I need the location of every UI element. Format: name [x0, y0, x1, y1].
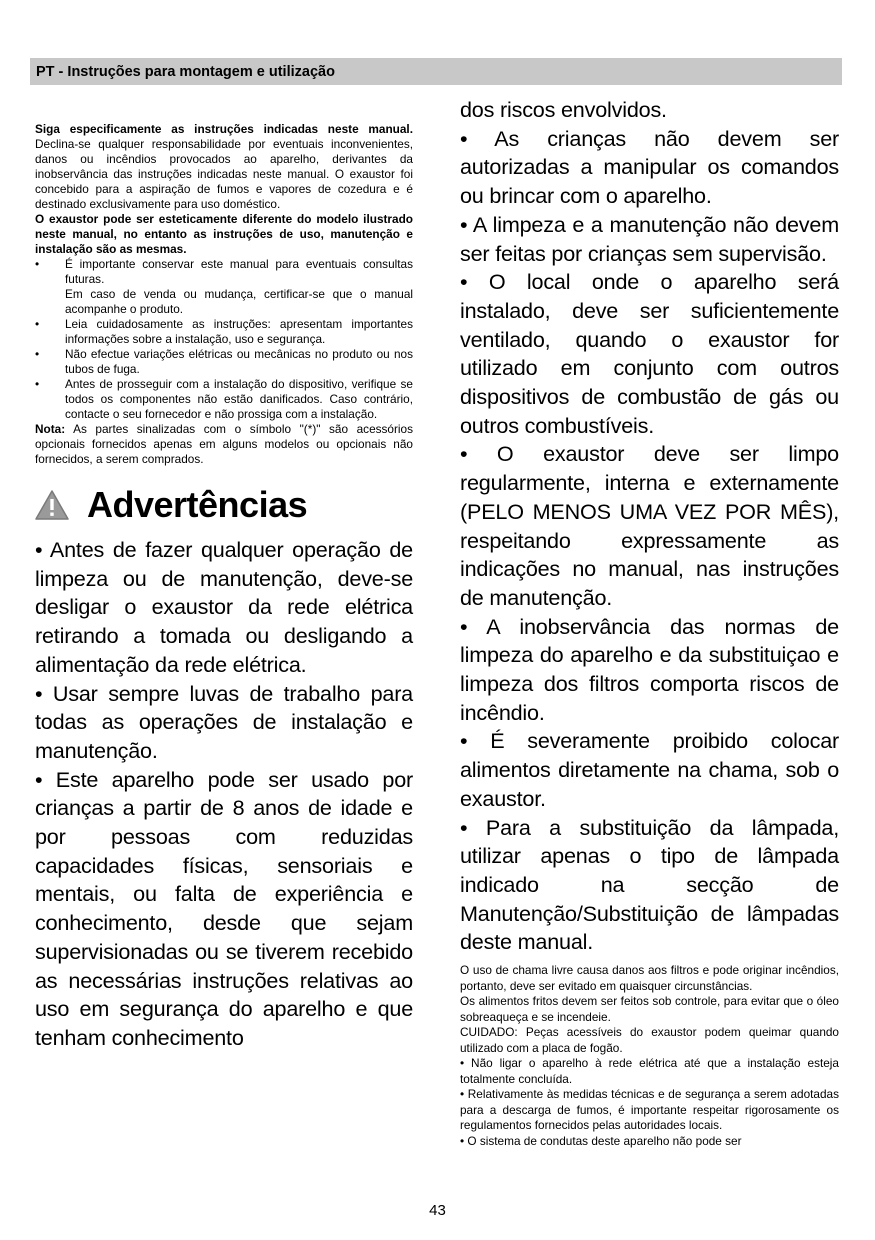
- warning-icon: [35, 490, 69, 520]
- bullet-mark: •: [35, 257, 40, 271]
- warning-paragraph: • A inobservância das normas de limpeza do aparelho e da substituiçao e limpeza dos filtros comporta riscos de incêndio.: [460, 613, 839, 725]
- list-item: [35, 317, 413, 347]
- header-title: PT - Instruções para montagem e utilização: [36, 64, 335, 80]
- small-paragraph: • Relativamente às medidas técnicas e de segurança a serem adotadas para a descarga de fumos, é importante respeitar rigorosamente os regulamentos fornecidos pelas autoridades locais.: [460, 1087, 839, 1133]
- warning-paragraph: • Usar sempre luvas de trabalho para todas as operações de instalação e manutenção.: [35, 680, 413, 763]
- model-note-bold: O exaustor pode ser esteticamente diferente do modelo ilustrado neste manual, no entanto as instruções de uso, manutenção e instalação são as mesmas.: [35, 212, 413, 256]
- small-paragraph: • O sistema de condutas deste aparelho não pode ser: [460, 1133, 742, 1148]
- warning-paragraph: • Este aparelho pode ser usado por crianças a partir de 8 anos de idade e por pessoas com reduzidas capacidades físicas, sensoriais e mentais, ou falta de experiência e conhecimento, desde que sejam supervisionadas ou se tiverem recebido as necessárias instruções relativas ao uso em segurança do aparelho e que tenham conhecimento: [35, 766, 413, 1050]
- intro-rest: Declina-se qualquer responsabilidade por eventuais inconvenientes, danos ou incêndios provocados ao aparelho, derivantes da inobservância das instruções indicadas neste manual. O exaustor foi concebido para a aspiração de fumos e vapores de cozedura e é destinado exclusivamente para uso doméstico.: [35, 137, 413, 211]
- note-text: As partes sinalizadas com o símbolo "(*)" são acessórios opcionais fornecidos apenas em alguns modelos ou opcionais não fornecidos, a serem comprados.: [35, 422, 413, 466]
- list-item: [35, 347, 413, 377]
- list-item-text: Não efectue variações elétricas ou mecânicas no produto ou nos tubos de fuga.: [65, 347, 413, 376]
- warning-paragraph: dos riscos envolvidos.: [460, 97, 667, 122]
- warning-paragraph: • A limpeza e a manutenção não devem ser feitas por crianças sem supervisão.: [460, 211, 839, 266]
- note-paragraph: [35, 422, 413, 467]
- list-item: [35, 377, 413, 422]
- model-note-paragraph: [35, 212, 413, 257]
- bullet-mark: •: [35, 317, 40, 331]
- right-column: [460, 96, 839, 1149]
- bullet-mark: •: [35, 347, 40, 361]
- warnings-title: Advertências: [87, 484, 308, 525]
- intro-bold: Siga especificamente as instruções indicadas neste manual.: [35, 122, 413, 136]
- small-paragraph: O uso de chama livre causa danos aos filtros e pode originar incêndios, portanto, deve ser evitado em quaisquer circunstâncias.: [460, 963, 839, 993]
- list-item: [35, 257, 413, 317]
- small-paragraph: • Não ligar o aparelho à rede elétrica até que a instalação esteja totalmente concluída.: [460, 1056, 839, 1086]
- intro-paragraph: [35, 122, 413, 212]
- list-item-text: É importante conservar este manual para eventuais consultas futuras.: [65, 257, 413, 286]
- warning-paragraph: • Antes de fazer qualquer operação de limpeza ou de manutenção, deve-se desligar o exaustor da rede elétrica retirando a tomada ou desligando a alimentação da rede elétrica.: [35, 537, 413, 677]
- page-number: 43: [429, 1202, 446, 1219]
- left-column: [35, 122, 413, 1053]
- bullet-mark: •: [35, 377, 40, 391]
- warning-paragraph: • O exaustor deve ser limpo regularmente, interna e externamente (PELO MENOS UMA VEZ POR MÊS), respeitando expressamente as indicações no manual, nas instruções de manutenção.: [460, 441, 839, 610]
- instruction-list: [35, 257, 413, 422]
- list-item-extra: Em caso de venda ou mudança, certificar-se que o manual acompanhe o produto.: [65, 287, 413, 316]
- warning-paragraph: • O local onde o aparelho será instalado, deve ser suficientemente ventilado, quando o exaustor for utilizado em conjunto com outros dispositivos de combustão de gás ou outros combustíveis.: [460, 269, 839, 438]
- warning-paragraph: • Para a substituição da lâmpada, utilizar apenas o tipo de lâmpada indicado na secção de Manutenção/Substituição de lâmpadas deste manual.: [460, 814, 839, 955]
- warnings-heading: [35, 484, 413, 526]
- page-header: [30, 58, 842, 85]
- small-paragraph: Os alimentos fritos devem ser feitos sob controle, para evitar que o óleo sobreaqueça e se incendeie.: [460, 994, 839, 1024]
- warning-paragraph: • É severamente proibido colocar alimentos diretamente na chama, sob o exaustor.: [460, 728, 839, 811]
- warning-paragraph: • As crianças não devem ser autorizadas a manipular os comandos ou brincar com o aparelho.: [460, 125, 839, 209]
- list-item-text: Antes de prosseguir com a instalação do dispositivo, verifique se todos os componentes não estão danificados. Caso contrário, contacte o seu fornecedor e não prossiga com a instalação.: [65, 377, 413, 421]
- small-paragraph: CUIDADO: Peças acessíveis do exaustor podem queimar quando utilizado com a placa de fogão.: [460, 1025, 839, 1055]
- list-item-text: Leia cuidadosamente as instruções: apresentam importantes informações sobre a instalação, uso e segurança.: [65, 317, 413, 346]
- note-label: Nota:: [35, 422, 66, 436]
